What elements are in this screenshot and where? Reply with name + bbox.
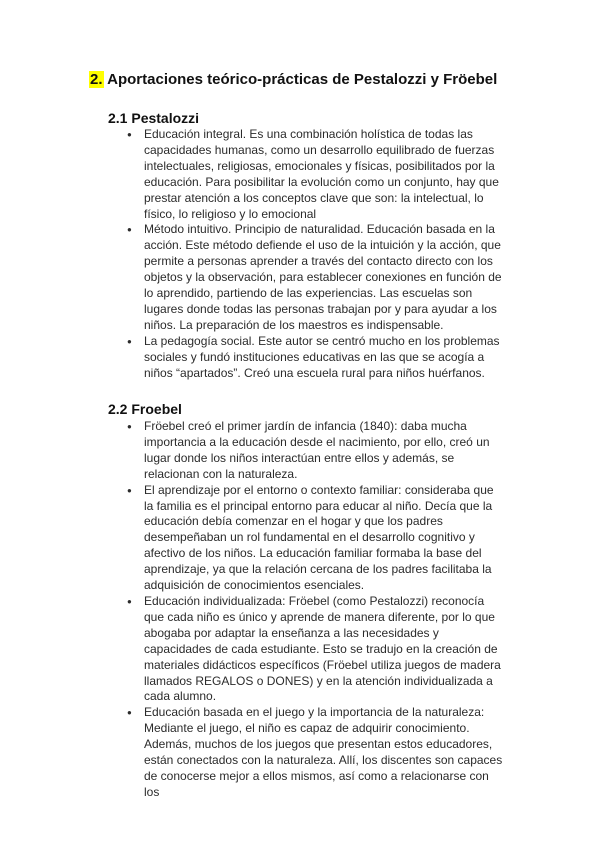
- section-title: Aportaciones teórico-prácticas de Pestalozzi y Fröebel: [107, 71, 498, 88]
- list-item: ● Fröebel creó el primer jardín de infancia (1840): daba mucha importancia a la educación desde el nacimiento, por ello, creó un lugar donde los niños interactúan entre ellos y además, se relacionan con la naturaleza.: [126, 419, 504, 483]
- list-item: ● Educación individualizada: Fröebel (como Pestalozzi) reconocía que cada niño es único y aprende de manera diferente, por lo que abogaba por adaptar la enseñanza a las necesidades y capacidades de cada estudiante. Esto se tradujo en la creación de materiales didácticos específicos (Fröebel utiliza juegos de madera llamados REGALOS o DONES) y en la atención individualizada a cada alumno.: [126, 594, 504, 705]
- list-item: ● Educación integral. Es una combinación holística de todas las capacidades humanas, como un desarrollo equilibrado de fuerzas intelectuales, religiosas, emocionales y físicas, posibilitados por la educación. Para posibilitar la evolución como un conjunto, hay que prestar atención a los conceptos clave que son: la intelectual, lo físico, lo religioso y lo emocional: [126, 127, 504, 222]
- list-item: ● El aprendizaje por el entorno o contexto familiar: consideraba que la familia es el principal entorno para educar al niño. Decía que la educación debía comenzar en el hogar y que los padres desempeñaban un rol fundamental en el desarrollo cognitivo y afectivo de los niños. La educación familiar formaba la base del aprendizaje, ya que la relación cercana de los padres facilitaba la adquisición de conocimientos esenciales.: [126, 483, 504, 594]
- froebel-heading: 2.2 Froebel: [108, 401, 182, 417]
- pestalozzi-list: [126, 127, 504, 382]
- section-number-highlight: 2.: [90, 71, 103, 88]
- pestalozzi-heading: 2.1 Pestalozzi: [108, 110, 200, 126]
- list-item: ● Educación basada en el juego y la importancia de la naturaleza: Mediante el juego, el niño es capaz de adquirir conocimiento. Además, muchos de los juegos que presentan estos educadores, están conectados con la naturaleza. Allí, los discentes son capaces de conocerse mejor a ellos mismos, así como a relacionarse con los: [126, 705, 504, 800]
- froebel-list: [126, 419, 504, 801]
- list-item: ● La pedagogía social. Este autor se centró mucho en los problemas sociales y fundó instituciones educativas en las que se acogía a niños “apartados”. Creó una escuela rural para niños huérfanos.: [126, 334, 504, 382]
- list-item: ● Método intuitivo. Principio de naturalidad. Educación basada en la acción. Este método defiende el uso de la intuición y la acción, que permite a personas aprender a través del contacto directo con los objetos y la observación, para establecer conexiones en función de lo aprendido, partiendo de las experiencias. Las escuelas son lugares donde todas las personas trabajan por y para ayudar a los niños. La preparación de los maestros es indispensable.: [126, 222, 504, 333]
- section-heading: [89, 71, 497, 88]
